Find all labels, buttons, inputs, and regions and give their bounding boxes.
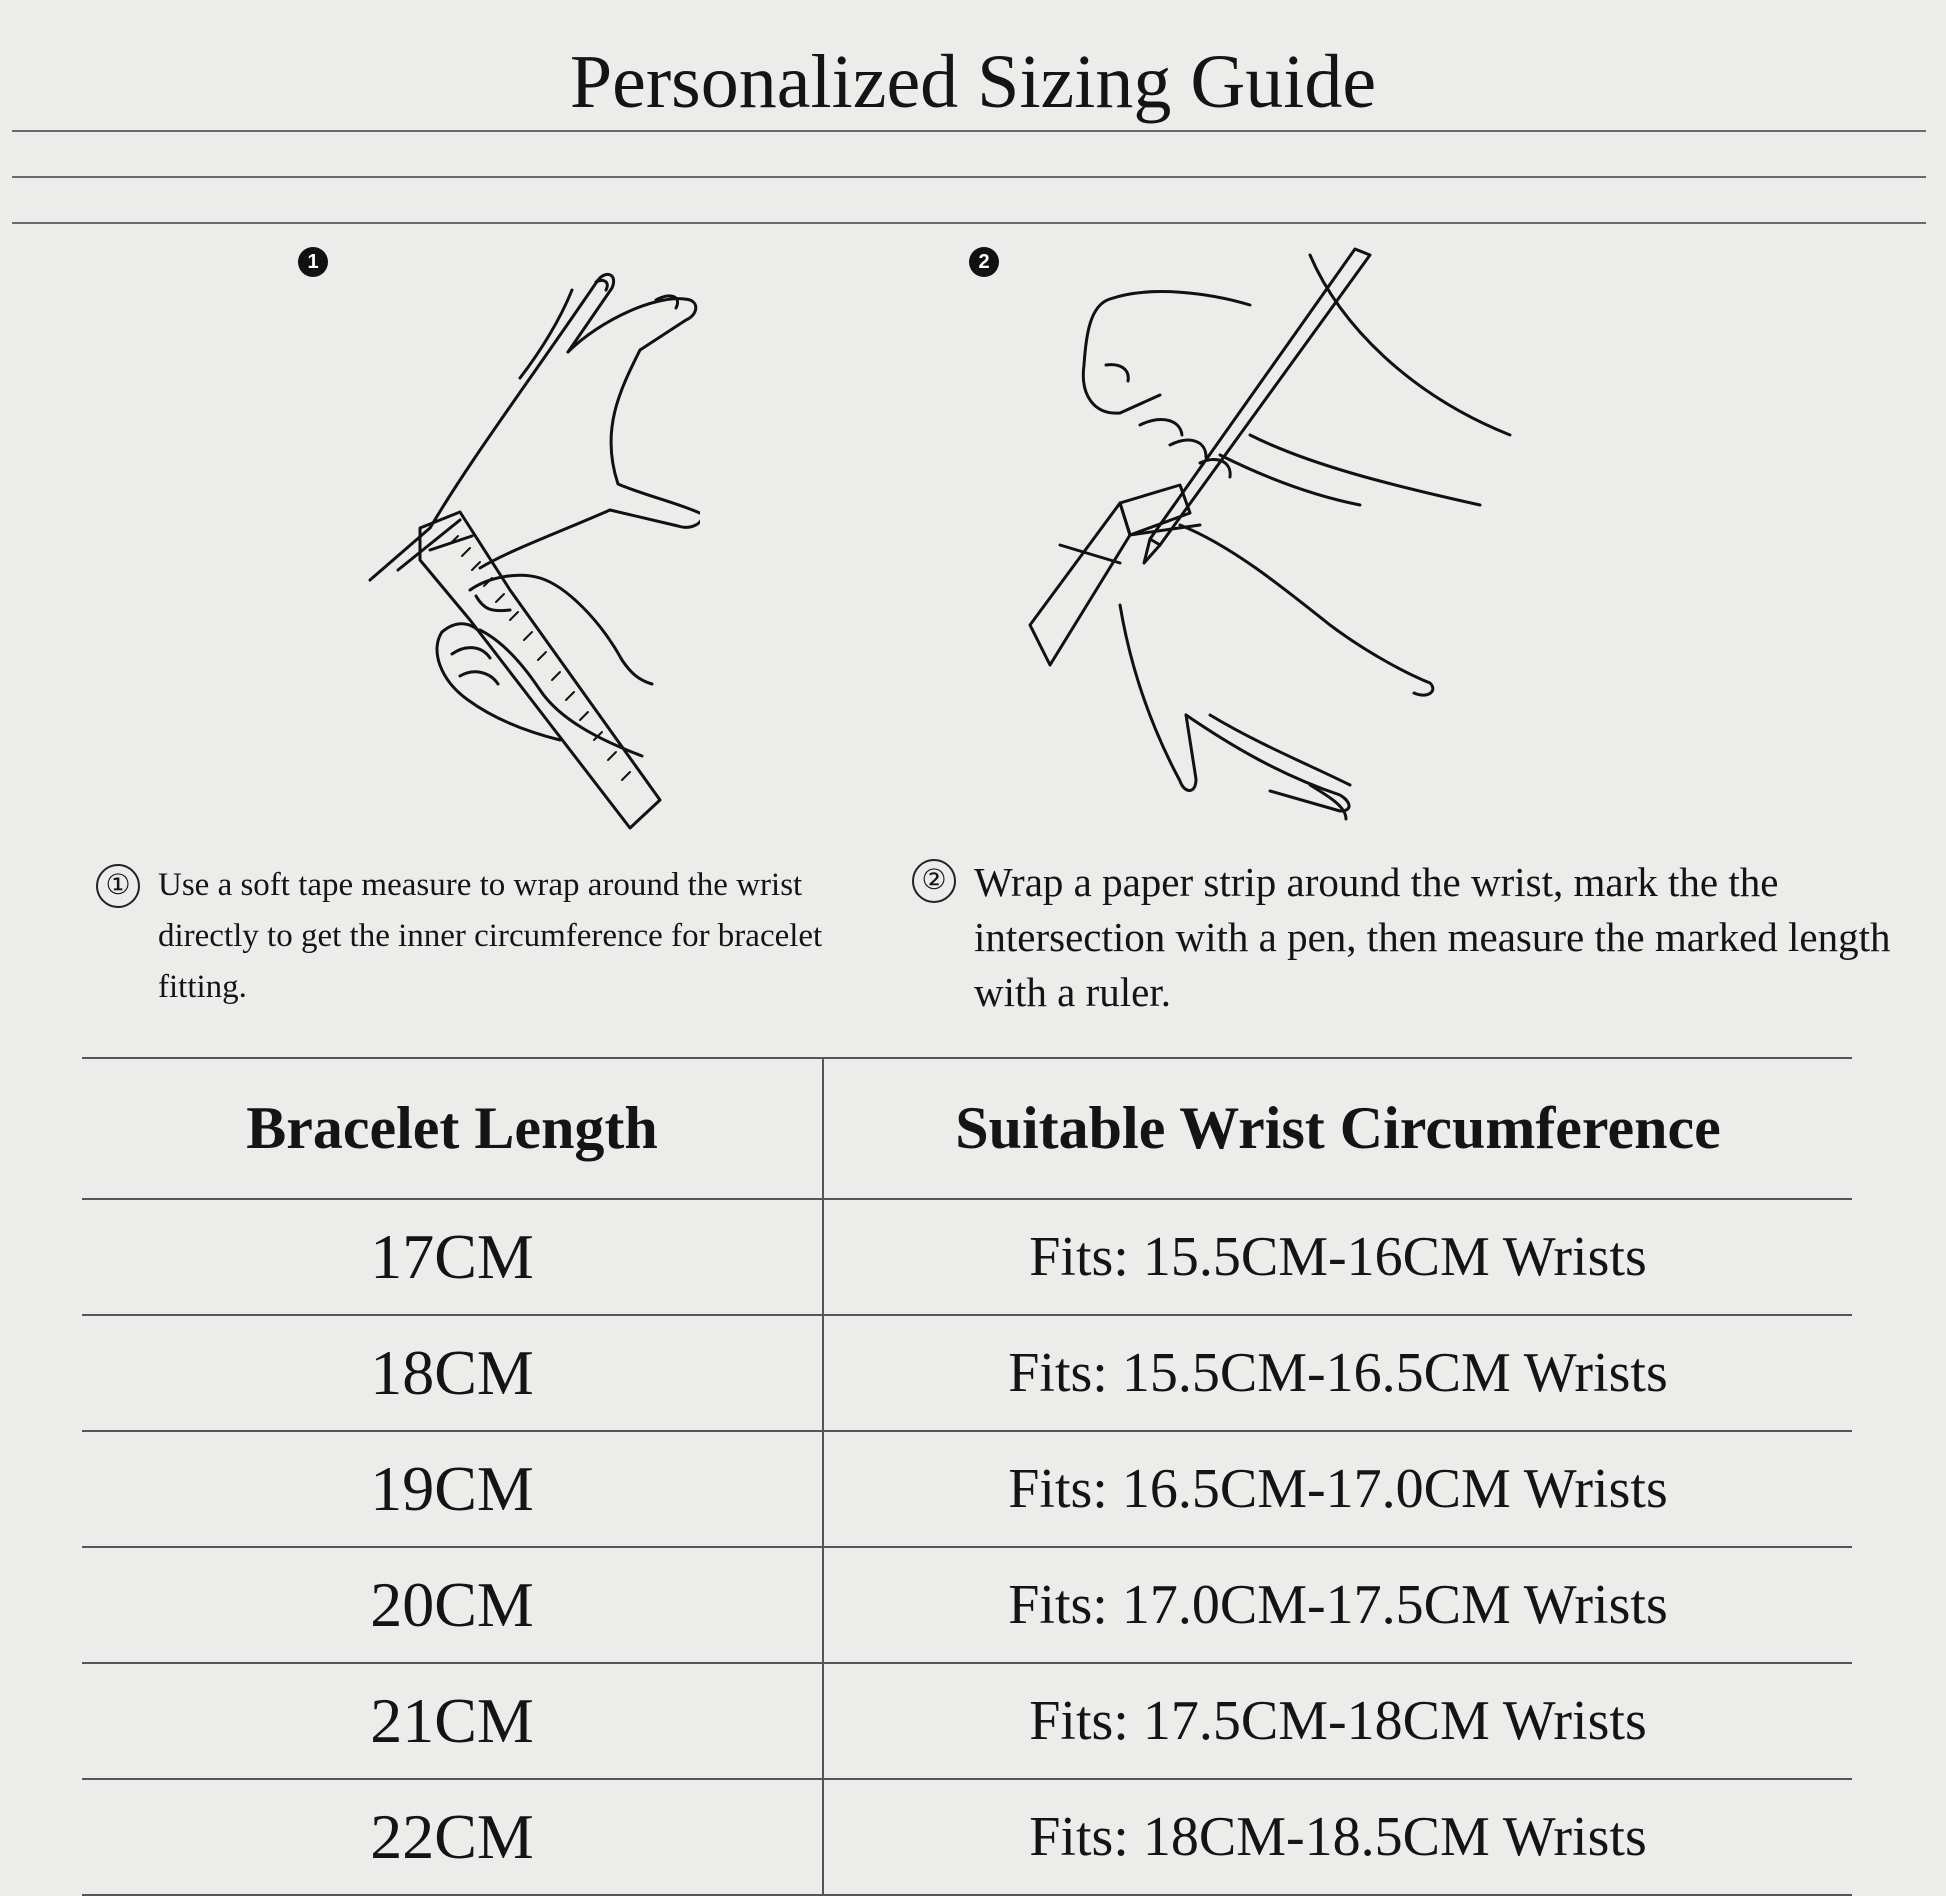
instruction-step-2-text: Wrap a paper strip around the wrist, mark the the intersection with a pen, then measure the marked length with a ruler. (974, 859, 1891, 1015)
column-header-bracelet-length: Bracelet Length (82, 1059, 824, 1198)
table-row (82, 1200, 1852, 1316)
wrist-fit-cell: Fits: 16.5CM-17.0CM Wrists (1008, 1458, 1668, 1520)
instruction-step-1-text: Use a soft tape measure to wrap around the wrist directly to get the inner circumference for bracelet fitting. (158, 867, 823, 1005)
page-title: Personalized Sizing Guide (569, 40, 1377, 124)
step-1-number: ① (96, 864, 140, 908)
divider-line (12, 130, 1926, 132)
table-row (82, 1316, 1852, 1432)
wrist-fit-cell: Fits: 15.5CM-16CM Wrists (1029, 1226, 1647, 1288)
step-2-number: ② (912, 859, 956, 903)
step-2-badge: 2 (969, 247, 999, 277)
wrist-fit-cell: Fits: 18CM-18.5CM Wrists (1029, 1806, 1647, 1868)
table-row (82, 1548, 1852, 1664)
tape-measure-wrist-illustration (360, 260, 700, 840)
table-header-row (82, 1059, 1852, 1200)
bracelet-length-cell: 22CM (82, 1780, 824, 1894)
instruction-step-2 (912, 855, 1912, 1020)
wrist-fit-cell: Fits: 15.5CM-16.5CM Wrists (1008, 1342, 1668, 1404)
bracelet-length-cell: 17CM (82, 1200, 824, 1314)
bracelet-length-cell: 19CM (82, 1432, 824, 1546)
size-table (82, 1057, 1852, 1896)
instruction-step-1 (96, 860, 856, 1013)
column-header-wrist-circumference: Suitable Wrist Circumference (955, 1095, 1721, 1161)
bracelet-length-cell: 21CM (82, 1664, 824, 1778)
table-row (82, 1432, 1852, 1548)
bracelet-length-cell: 20CM (82, 1548, 824, 1662)
wrist-fit-cell: Fits: 17.0CM-17.5CM Wrists (1008, 1574, 1668, 1636)
paper-strip-pen-illustration (1010, 245, 1530, 825)
wrist-fit-cell: Fits: 17.5CM-18CM Wrists (1029, 1690, 1647, 1752)
step-1-badge: 1 (298, 247, 328, 277)
divider-line (12, 222, 1926, 224)
divider-line (12, 176, 1926, 178)
table-row (82, 1664, 1852, 1780)
bracelet-length-cell: 18CM (82, 1316, 824, 1430)
table-row (82, 1780, 1852, 1894)
